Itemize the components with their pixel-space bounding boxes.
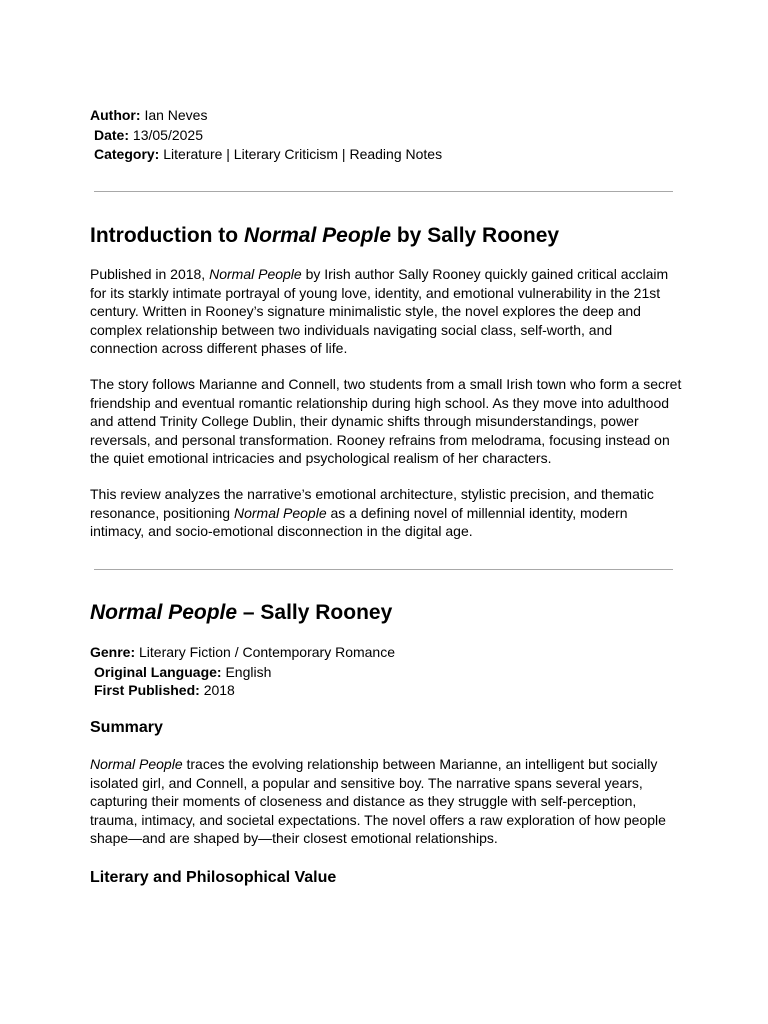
divider-2 [94,569,673,570]
book-heading-title: Normal People [90,601,238,624]
intro-heading [90,223,559,249]
language-line [90,663,680,682]
book-heading [90,600,392,626]
intro-heading-post: by Sally Rooney [391,224,560,247]
intro-p3-b: as a defining novel of millennial identity, modern intimacy, and socio-emotional disconnection in the digital age. [90,504,628,540]
genre-value: Literary Fiction / Contemporary Romance [139,644,396,660]
published-label: First Published: [94,682,200,698]
category-value: Literature | Literary Criticism | Reading Notes [163,146,443,162]
intro-p1-a: Published in 2018, [90,266,210,282]
intro-p3-title: Normal People [234,504,327,521]
genre-line [90,643,680,663]
intro-p1-b: by Irish author Sally Rooney quickly gained critical acclaim for its starkly intimate portrayal of young love, identity, and emotional vulnerability in the 21st century. Written in Rooney’s signature minimalistic style, the novel explores the deep and complex relationship between two individuals navigating social class, self-worth, and connection across different phases of life. [90,266,669,357]
book-meta-block [90,643,680,700]
category-line [90,145,680,165]
divider-1 [94,191,673,192]
date-line [90,126,680,146]
language-label: Original Language: [94,663,222,680]
intro-p1-title: Normal People [209,266,302,282]
author-value: Ian Neves [144,107,208,123]
published-line [90,681,680,700]
date-value: 13/05/2025 [132,126,203,143]
author-label: Author: [90,107,141,123]
category-label: Category: [94,146,160,162]
published-value: 2018 [203,682,235,698]
language-value: English [225,663,272,680]
summary-heading: Summary [90,719,163,736]
intro-heading-pre: Introduction to [90,224,244,247]
genre-label: Genre: [90,644,136,660]
meta-block [90,106,680,165]
intro-heading-title: Normal People [243,224,392,247]
date-label: Date: [94,126,130,143]
summary-paragraph [90,755,682,848]
summary-title: Normal People [90,756,183,772]
book-heading-post: – Sally Rooney [237,601,393,624]
intro-paragraph-3 [90,485,682,541]
summary-text: traces the evolving relationship between Marianne, an intelligent but socially isolated girl, and Connell, a popular and sensitive boy. The narrative spans several years, capturing their moments of closeness and distance as they struggle with self-perception, trauma, intimacy, and societal expectations. The novel offers a raw exploration of how people shape—and are shaped by—their closest emotional relationships. [90,756,666,847]
value-heading: Literary and Philosophical Value [90,869,337,886]
author-line [90,106,680,126]
intro-p3-a: This review analyzes the narrative’s emotional architecture, stylistic precision, and thematic resonance, positioning [90,486,654,521]
intro-paragraph-2: The story follows Marianne and Connell, two students from a small Irish town who form a secret friendship and eventual romantic relationship during high school. As they move into adulthood and attend Trinity College Dublin, their dynamic shifts through misunderstandings, power reversals, and personal transformation. Rooney refrains from melodrama, focusing instead on the quiet emotional intricacies and psychological realism of her characters. [90,376,682,467]
intro-paragraph-1 [90,265,682,358]
